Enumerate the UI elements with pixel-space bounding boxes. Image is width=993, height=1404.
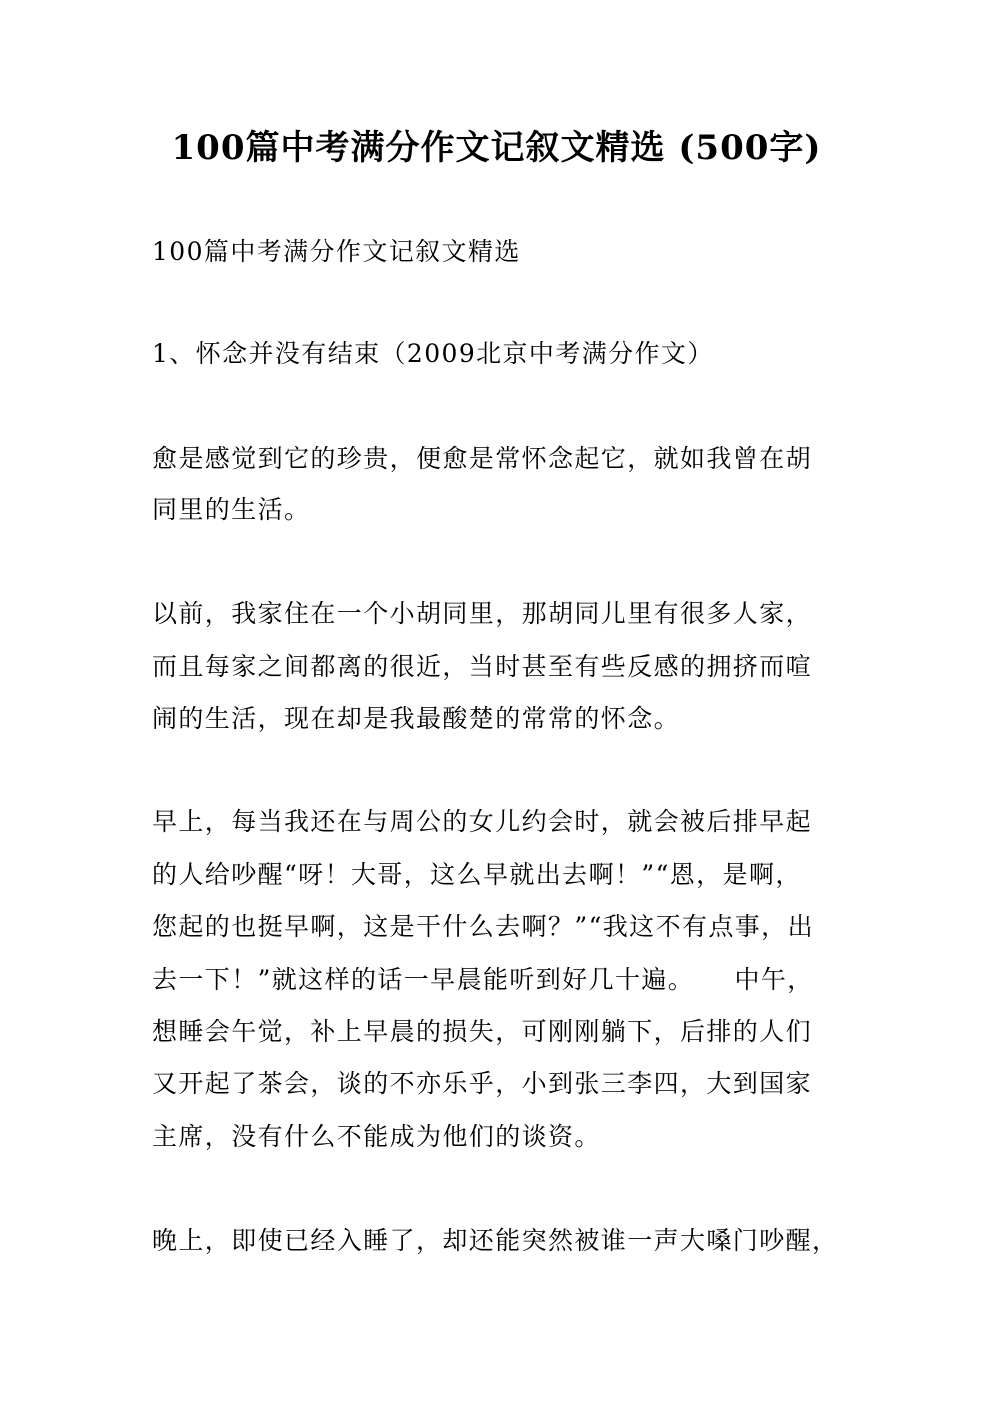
paragraph-line: 您起的也挺早啊，这是干什么去啊？”“我这不有点事，出 [152, 912, 814, 941]
paragraph-line: 主席，没有什么不能成为他们的谈资。 [152, 1122, 601, 1151]
paragraph-line: 而且每家之间都离的很近，当时甚至有些反感的拥挤而喧 [152, 652, 813, 681]
paragraph-line: 去一下！”就这样的话一早晨能听到好几十遍。 中午， [152, 965, 814, 994]
paragraph-line: 的人给吵醒“呀！大哥，这么早就出去啊！”“恩，是啊， [152, 860, 802, 889]
paragraph-line: 愈是感觉到它的珍贵，便愈是常怀念起它，就如我曾在胡 [152, 444, 813, 473]
paragraph-line: 同里的生活。 [152, 495, 311, 524]
paragraph-line: 想睡会午觉，补上早晨的损失，可刚刚躺下，后排的人们 [152, 1017, 813, 1046]
paragraph-line: 以前，我家住在一个小胡同里，那胡同儿里有很多人家， [152, 599, 813, 628]
essay-heading: 1、怀念并没有结束（2009北京中考满分作文） [152, 339, 714, 368]
document-title: 100篇中考满分作文记叙文精选 (500字) [171, 128, 822, 168]
document-subtitle: 100篇中考满分作文记叙文精选 [152, 237, 521, 266]
paragraph-line: 晚上，即使已经入睡了，却还能突然被谁一声大嗓门吵醒， [152, 1226, 839, 1255]
paragraph-line: 早上，每当我还在与周公的女儿约会时，就会被后排早起 [152, 807, 813, 836]
paragraph-line: 又开起了茶会，谈的不亦乐乎，小到张三李四，大到国家 [152, 1069, 813, 1098]
paragraph-line: 闹的生活，现在却是我最酸楚的常常的怀念。 [152, 704, 681, 733]
